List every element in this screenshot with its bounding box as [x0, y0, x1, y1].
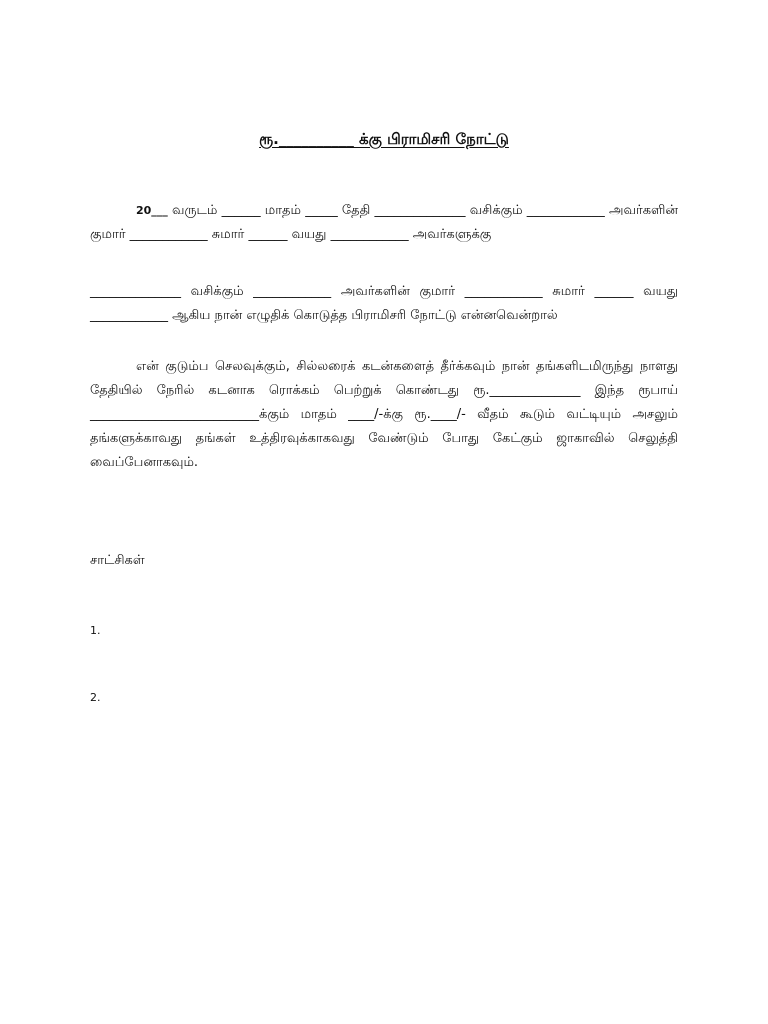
witnesses-heading: சாட்சிகள்	[90, 553, 145, 568]
witness-2-number: 2.	[90, 691, 101, 704]
witness-1-number: 1.	[90, 624, 101, 637]
document-title: ரூ.__________ க்கு பிராமிசரி நோட்டு	[259, 130, 509, 148]
year-field: 20___	[136, 204, 168, 217]
paragraph-1-text: வருடம் ______ மாதம் _____ தேதி ______________ வசிக்கும் ____________ அவர்களின் குமார் ____________ சுமார் ______ வயது ____________ அவர்களுக்கு	[90, 203, 678, 242]
paragraph-2: ______________ வசிக்கும் ____________ அவர்களின் குமார் ____________ சுமார் ______ வயது ____________ ஆகிய நான் எழுதிக் கொடுத்த பிராமிசரி நோட்டு என்னவென்றால்	[90, 284, 678, 323]
paragraph-3	[90, 355, 678, 475]
paragraph-3-text: என் குடும்ப செலவுக்கும், சில்லரைக் கடன்களைத் தீர்க்கவும் நான் தங்களிடமிருந்து நாளது தேதியில் நேரில் கடனாக ரொக்கம் பெற்றுக் கொண்டது ரூ.______________ இந்த ரூபாய் __________________________க்கும் மாதம் ____/-க்கு ரூ.____/- வீதம் கூடும் வட்டியும் அசலும் தங்களுக்காவது தங்கள் உத்திரவுக்காகவது வேண்டும் போது கேட்கும் ஜாகாவில் செலுத்தி வைப்பேனாகவும்.	[90, 359, 678, 470]
paragraph-1	[90, 199, 678, 247]
